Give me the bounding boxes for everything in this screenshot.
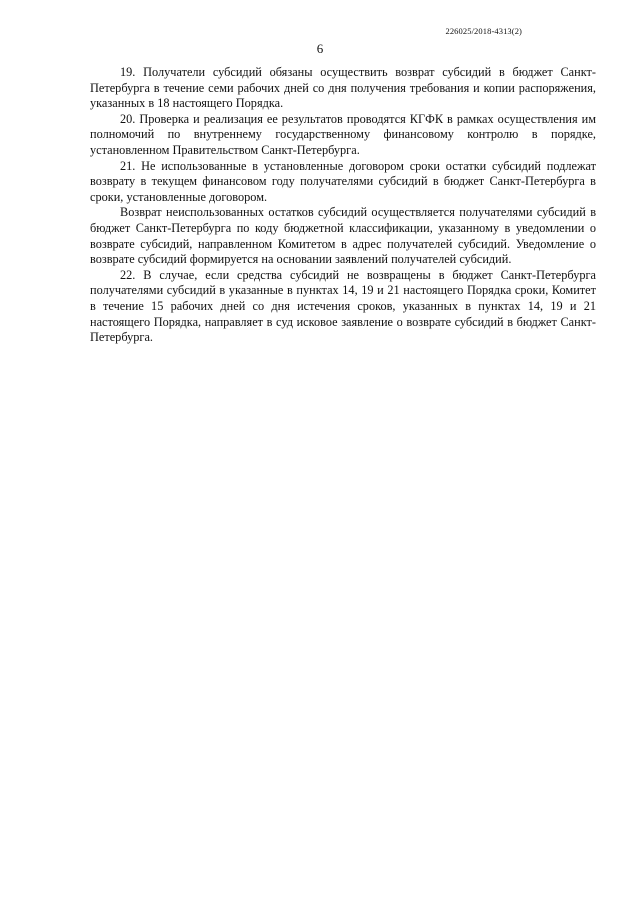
document-body <box>90 65 596 346</box>
paragraph-21-continuation: Возврат неиспользованных остатков субсидий осуществляется получателями субсидий в бюджет Санкт-Петербурга по коду бюджетной классификации, указанному в уведомлении о возврате субсидий, направленном Комитетом в адрес получателей субсидий. Уведомление о возврате субсидий формируется на основании заявлений получателей субсидий. <box>90 205 596 267</box>
document-id: 226025/2018-4313(2) <box>445 26 522 36</box>
paragraph-21: 21. Не использованные в установленные договором сроки остатки субсидий подлежат возврату в текущем финансовом году получателями субсидий в бюджет Санкт-Петербурга в сроки, установленные договором. <box>90 158 596 204</box>
paragraph-20: 20. Проверка и реализация ее результатов проводятся КГФК в рамках осуществления им полномочий по внутреннему государственному финансовому контролю в порядке, установленном Правительством Санкт-Петербурга. <box>90 111 596 157</box>
paragraph-22: 22. В случае, если средства субсидий не возвращены в бюджет Санкт-Петербурга получателями субсидий в указанные в пунктах 14, 19 и 21 настоящего Порядка сроки, Комитет в течение 15 рабочих дней со дня истечения сроков, указанных в пунктах 14, 19 и 21 настоящего Порядка, направляет в суд исковое заявление о возврате субсидий в бюджет Санкт-Петербурга. <box>90 267 596 345</box>
paragraph-19: 19. Получатели субсидий обязаны осуществить возврат субсидий в бюджет Санкт-Петербурга в течение семи рабочих дней со дня получения требования и копии распоряжения, указанных в 18 настоящего Порядка. <box>90 65 596 111</box>
page-number: 6 <box>316 41 324 56</box>
